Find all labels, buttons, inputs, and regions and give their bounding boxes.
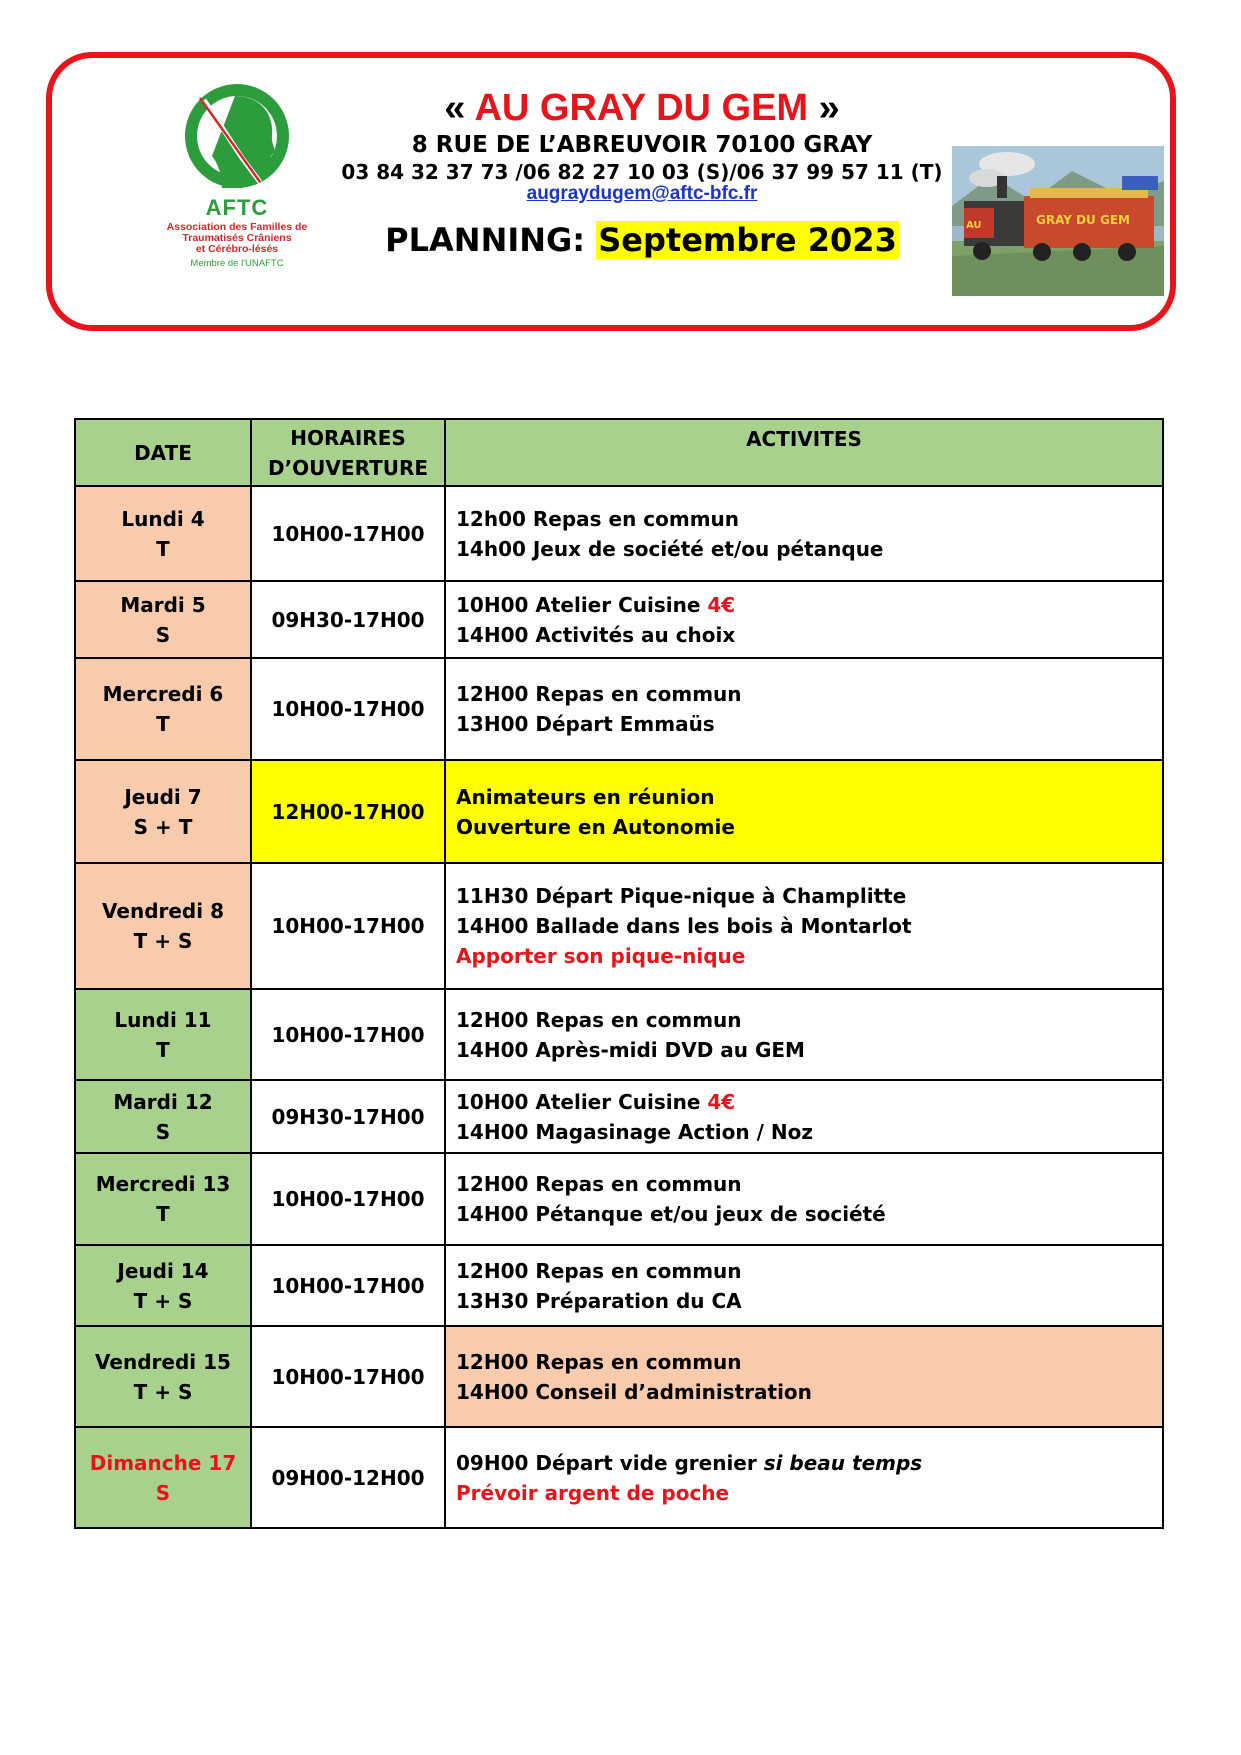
logo-line-1: Association des Familles de — [166, 221, 308, 233]
phone-numbers: 03 84 32 37 73 /06 82 27 10 03 (S)/06 37 99 57 11 (T) — [341, 160, 943, 184]
logo-line-2: Traumatisés Crâniens — [182, 232, 292, 244]
date-cell — [75, 1153, 251, 1245]
table-row — [75, 863, 1163, 989]
day-label: Mercredi 6 — [102, 682, 224, 706]
table-row — [75, 1153, 1163, 1245]
train-painting-icon — [952, 146, 1164, 296]
hours-cell: 10H00-17H00 — [251, 1153, 445, 1245]
price-tag: 4€ — [707, 1089, 736, 1114]
staff-label: T — [156, 1202, 170, 1226]
date-cell — [75, 863, 251, 989]
activities-cell — [445, 1326, 1163, 1427]
logo-line-3: et Cérébro-lésés — [195, 243, 279, 255]
hours-cell: 10H00-17H00 — [251, 863, 445, 989]
hours-cell: 09H30-17H00 — [251, 1080, 445, 1153]
activities-cell — [445, 1245, 1163, 1326]
staff-label: T — [156, 536, 170, 561]
activity-line: 12H00 Repas en commun — [456, 1349, 742, 1374]
staff-label: S — [155, 622, 171, 647]
activities-cell — [445, 760, 1163, 863]
title-close-quote: » — [808, 87, 840, 129]
staff-label: S + T — [133, 814, 193, 839]
header-activities: ACTIVITES — [445, 419, 1163, 486]
hours-cell: 12H00-17H00 — [251, 760, 445, 863]
date-cell — [75, 486, 251, 581]
staff-label: T + S — [133, 929, 193, 953]
activities-cell — [445, 581, 1163, 658]
logo-line-4: Membre de l'UNAFTC — [190, 258, 284, 269]
activity-line: 14H00 Conseil d’administration — [456, 1379, 812, 1404]
header-hours-line2: D’OUVERTURE — [267, 455, 429, 480]
date-cell — [75, 1427, 251, 1528]
header-box — [46, 52, 1176, 331]
day-label: Lundi 4 — [121, 506, 205, 531]
table-row — [75, 1427, 1163, 1528]
table-header-row — [75, 419, 1163, 486]
activity-line: Animateurs en réunion — [456, 784, 715, 809]
activity-line: Ouverture en Autonomie — [456, 814, 735, 839]
day-label: Vendredi 15 — [95, 1349, 231, 1374]
activity-line: 14H00 Ballade dans les bois à Montarlot — [456, 914, 912, 938]
date-cell — [75, 760, 251, 863]
date-cell — [75, 1080, 251, 1153]
staff-label: T + S — [133, 1379, 193, 1404]
activities-cell — [445, 1080, 1163, 1153]
staff-label: S — [155, 1119, 171, 1144]
activities-cell — [445, 1153, 1163, 1245]
email-link[interactable]: augraydugem@aftc-bfc.fr — [526, 183, 758, 204]
header-date: DATE — [75, 419, 251, 486]
activities-cell — [445, 658, 1163, 760]
activity-line — [456, 1087, 1161, 1117]
day-label: Mardi 5 — [120, 592, 206, 617]
activity-line: 12h00 Repas en commun — [456, 506, 740, 531]
activity-note: Apporter son pique-nique — [456, 944, 746, 968]
activity-text: 10H00 Atelier Cuisine — [456, 592, 708, 617]
planning-label: PLANNING: — [385, 221, 597, 259]
page-title — [282, 86, 1002, 130]
date-cell — [75, 581, 251, 658]
table-row — [75, 760, 1163, 863]
date-cell — [75, 989, 251, 1080]
train-sign-right: GRAY DU GEM — [1036, 213, 1130, 227]
train-sign-left: AU — [966, 220, 982, 231]
logo-acronym: AFTC — [205, 195, 269, 220]
activity-line: 12H00 Repas en commun — [456, 1258, 742, 1283]
activity-line: 14H00 Magasinage Action / Noz — [456, 1119, 813, 1144]
header-hours — [251, 419, 445, 486]
table-row — [75, 1080, 1163, 1153]
activity-line — [456, 1448, 1161, 1478]
activity-line — [456, 590, 1161, 620]
day-label: Lundi 11 — [114, 1007, 212, 1032]
staff-label: T — [156, 712, 170, 736]
date-cell — [75, 1245, 251, 1326]
staff-label: S — [155, 1480, 171, 1505]
activities-cell — [445, 1427, 1163, 1528]
address: 8 RUE DE L’ABREUVOIR 70100 GRAY — [411, 132, 873, 158]
hours-cell: 10H00-17H00 — [251, 989, 445, 1080]
activity-line: 12H00 Repas en commun — [456, 1172, 742, 1196]
activity-line: 13H00 Départ Emmaüs — [456, 712, 715, 736]
planning-heading — [282, 218, 1002, 262]
day-label: Dimanche 17 — [89, 1450, 237, 1475]
hours-cell: 09H30-17H00 — [251, 581, 445, 658]
activities-cell — [445, 863, 1163, 989]
day-label: Vendredi 8 — [102, 899, 224, 923]
hours-cell: 10H00-17H00 — [251, 1326, 445, 1427]
day-label: Mardi 12 — [113, 1089, 213, 1114]
planning-month: Septembre 2023 — [598, 221, 897, 259]
hours-cell: 10H00-17H00 — [251, 1245, 445, 1326]
table-row — [75, 658, 1163, 760]
activity-note: Prévoir argent de poche — [456, 1480, 730, 1505]
activity-line: 11H30 Départ Pique-nique à Champlitte — [456, 884, 907, 908]
table-row — [75, 1326, 1163, 1427]
day-label: Mercredi 13 — [95, 1172, 231, 1196]
activity-text: 10H00 Atelier Cuisine — [456, 1089, 708, 1114]
day-label: Jeudi 7 — [124, 784, 202, 809]
header-center — [282, 86, 1002, 262]
staff-label: T + S — [133, 1288, 193, 1313]
activity-line: 14H00 Pétanque et/ou jeux de société — [456, 1202, 886, 1226]
header-hours-line1: HORAIRES — [290, 425, 406, 450]
table-row — [75, 486, 1163, 581]
activities-cell — [445, 989, 1163, 1080]
title-name: AU GRAY DU GEM — [474, 87, 809, 129]
activity-text: 09H00 Départ vide grenier — [456, 1450, 764, 1475]
price-tag: 4€ — [707, 592, 736, 617]
hours-cell: 09H00-12H00 — [251, 1427, 445, 1528]
hours-cell: 10H00-17H00 — [251, 658, 445, 760]
activity-line: 12H00 Repas en commun — [456, 1007, 742, 1032]
activity-line: 14h00 Jeux de société et/ou pétanque — [456, 536, 884, 561]
planning-table — [74, 418, 1164, 1529]
table-row — [75, 1245, 1163, 1326]
title-open-quote: « — [444, 87, 475, 129]
activity-line: 13H30 Préparation du CA — [456, 1288, 742, 1313]
activity-line: 12H00 Repas en commun — [456, 682, 742, 706]
date-cell — [75, 1326, 251, 1427]
day-label: Jeudi 14 — [117, 1258, 209, 1283]
activity-line: 14H00 Après-midi DVD au GEM — [456, 1037, 805, 1062]
activity-line: 14H00 Activités au choix — [456, 622, 736, 647]
activities-cell — [445, 486, 1163, 581]
hours-cell: 10H00-17H00 — [251, 486, 445, 581]
table-row — [75, 581, 1163, 658]
staff-label: T — [156, 1037, 170, 1062]
table-row — [75, 989, 1163, 1080]
date-cell — [75, 658, 251, 760]
activity-condition: si beau temps — [763, 1450, 923, 1475]
